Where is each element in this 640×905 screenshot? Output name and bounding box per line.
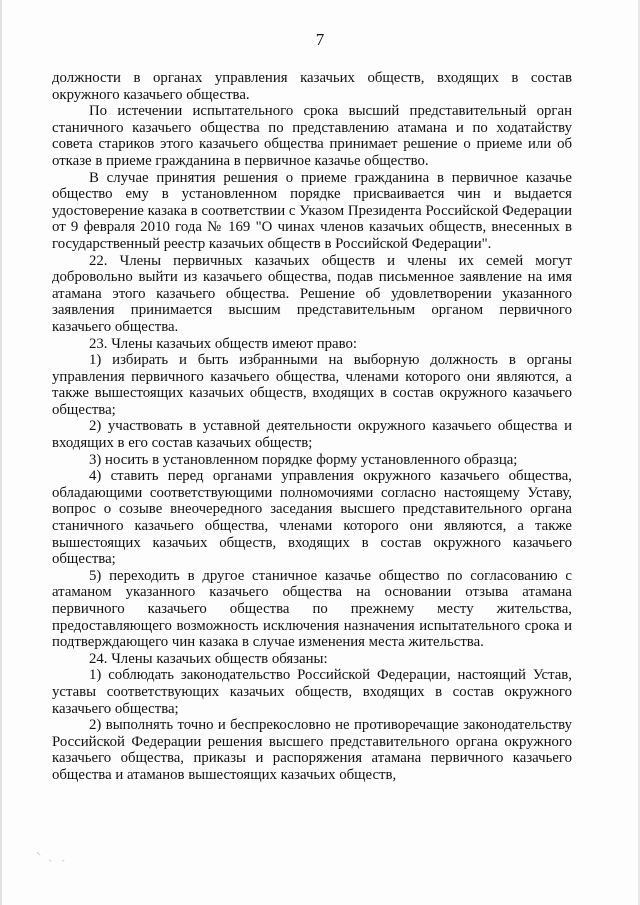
paragraph: По истечении испытательного срока высший представительный орган станичного казачьего общества по представлению атамана и по ходатайству совета стариков этого казачьего общества принимает решение о приеме или об отказе в приеме гражданина в первичное казачье общество. xyxy=(52,103,572,169)
paragraph: 23. Члены казачьих обществ имеют право: xyxy=(89,335,358,352)
paragraph: 22. Члены первичных казачьих обществ и члены их семей могут добровольно выйти из казачьего общества, подав письменное заявление на имя атамана этого казачьего общества. Решение об удовлетворении указанного заявления принимается высшим представительным органом первичного казачьего общества. xyxy=(52,252,572,335)
page-number: 7 xyxy=(315,30,325,49)
paragraph: 5) переходить в другое станичное казачье общество по согласованию с атаманом указанного казачьего общества на основании отзыва атамана первичного казачьего общества по прежнему месту жительства, предоставляющего возможность исключения назначения испытательного срока и подтверждающего чин казака в случае изменения места жительства. xyxy=(52,567,572,651)
paragraph: 24. Члены казачьих обществ обязаны: xyxy=(89,650,328,667)
paragraph: 4) ставить перед органами управления окружного казачьего общества, обладающими соответствующими полномочиями согласно настоящему Уставу, вопрос о созыве внеочередного заседания высшего представительного органа станичного казачьего общества, членами которого они являются, а также вышестоящих казачьих обществ, входящих в состав окружного казачьего общества; xyxy=(52,468,572,568)
document-body xyxy=(52,70,572,784)
paragraph: 2) выполнять точно и беспрекословно не противоречащие законодательству Российской Федерации решения высшего представительного органа окружного казачьего общества, приказы и распоряжения атамана первичного казачьего общества и атаманов вышестоящих казачьих обществ, xyxy=(52,717,572,783)
scan-mark: ⸌ ˎ ˏ xyxy=(36,851,68,862)
paragraph: В случае принятия решения о приеме гражданина в первичное казачье общество ему в установленном порядке присваивается чин и выдается удостоверение казака в соответствии с Указом Президента Российской Федерации от 9 февраля 2010 года № 169 "О чинах членов казачьих обществ, внесенных в государственный реестр казачьих обществ в Российской Федерации". xyxy=(52,169,572,252)
paragraph: 3) носить в установленном порядке форму установленного образца; xyxy=(89,451,518,468)
paragraph: 2) участвовать в уставной деятельности окружного казачьего общества и входящих в его состав казачьих обществ; xyxy=(52,418,572,452)
paragraph: 1) соблюдать законодательство Российской Федерации, настоящий Устав, уставы соответствующих казачьих обществ, входящих в состав окружного казачьего общества; xyxy=(52,667,572,717)
scan-edge-left xyxy=(0,0,2,905)
paragraph: 1) избирать и быть избранными на выборную должность в органы управления первичного казачьего общества, членами которого они являются, а также вышестоящих казачьих обществ, входящих в состав окружного казачьего общества; xyxy=(52,352,572,418)
paragraph: должности в органах управления казачьих обществ, входящих в состав окружного казачьего общества. xyxy=(52,70,572,103)
